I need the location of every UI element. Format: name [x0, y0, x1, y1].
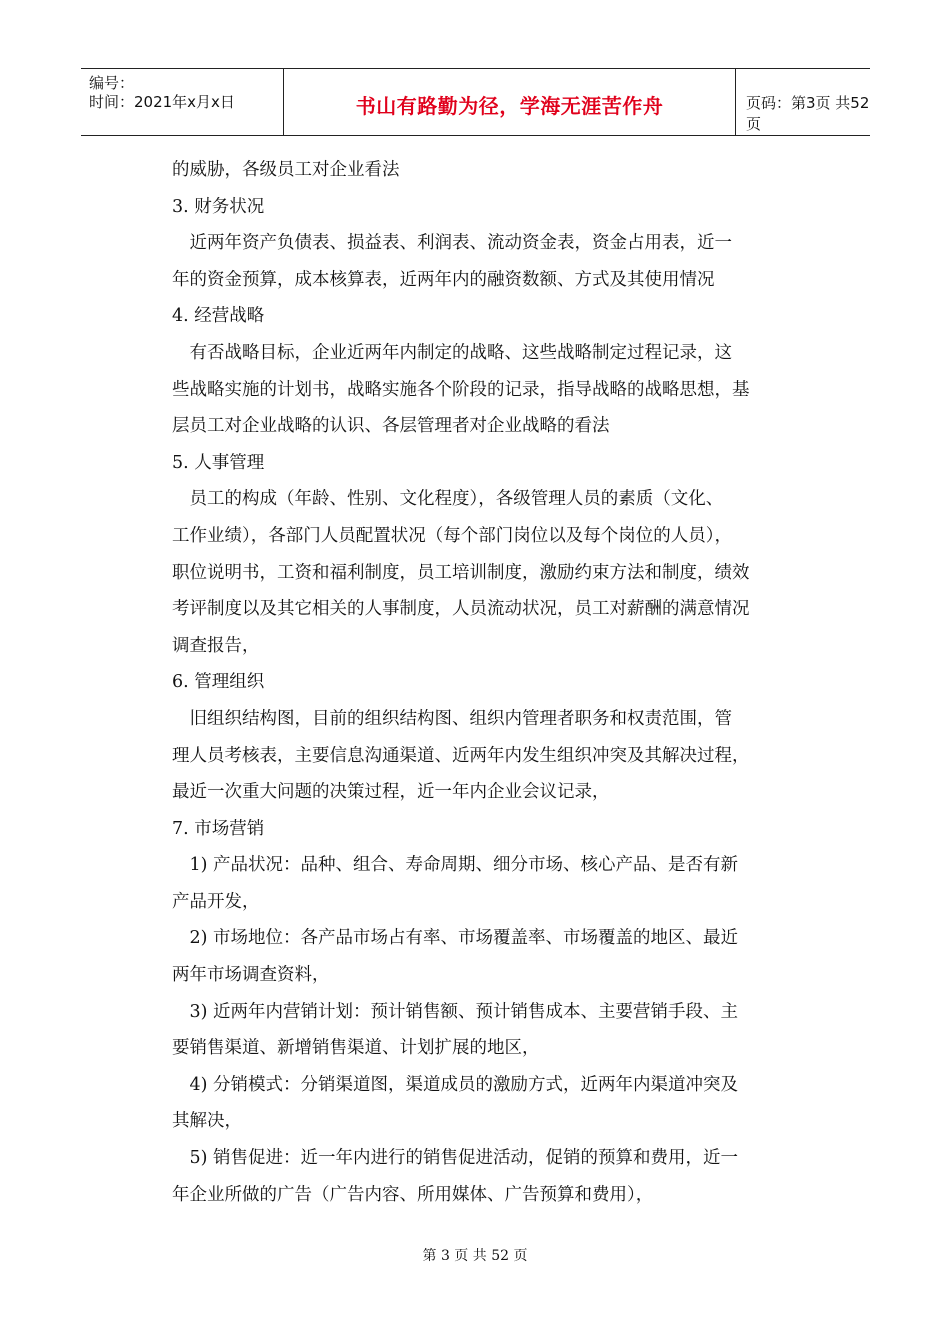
body-line: 些战略实施的计划书，战略实施各个阶段的记录，指导战略的战略思想，基: [172, 379, 750, 400]
body-line: 员工的构成（年龄、性别、文化程度），各级管理人员的素质（文化、: [172, 489, 724, 510]
header-motto: 书山有路勤为径，学海无涯苦作舟: [355, 94, 664, 118]
body-line: 产品开发，: [172, 891, 260, 912]
page-header: [81, 68, 870, 136]
body-line: 考评制度以及其它相关的人事制度，人员流动状况，员工对薪酬的满意情况: [172, 599, 750, 620]
list-item: 2) 市场地位：各产品市场占有率、市场覆盖率、市场覆盖的地区、最近: [172, 928, 739, 949]
header-motto-cell: [284, 69, 736, 135]
body-line: 两年市场调查资料，: [172, 965, 330, 986]
list-item: 4) 分销模式：分销渠道图，渠道成员的激励方式，近两年内渠道冲突及: [172, 1074, 739, 1095]
section-heading: 4. 经营战略: [172, 306, 265, 327]
header-page-cell: [736, 69, 870, 135]
page-footer: 第 3 页 共 52 页: [422, 1248, 528, 1264]
list-item: 1) 产品状况：品种、组合、寿命周期、细分市场、核心产品、是否有新: [172, 855, 739, 876]
body-line: 的威胁，各级员工对企业看法: [172, 160, 400, 180]
body-line: 工作业绩），各部门人员配置状况（每个部门岗位以及每个岗位的人员），: [172, 525, 732, 546]
header-page-info: 页码：第3页 共52页: [746, 94, 870, 133]
section-heading: 3. 财务状况: [172, 196, 265, 217]
document-body: [172, 152, 812, 1213]
document-number-label: 编号：: [89, 74, 135, 92]
body-line: 调查报告，: [172, 635, 260, 656]
body-line: 旧组织结构图，目前的组织结构图、组织内管理者职务和权责范围，管: [172, 708, 732, 729]
document-time-label: 时间：2021年x月x日: [89, 93, 235, 111]
list-item: 3) 近两年内营销计划：预计销售额、预计销售成本、主要营销手段、主: [172, 1001, 739, 1022]
body-line: 层员工对企业战略的认识、各层管理者对企业战略的看法: [172, 416, 610, 437]
body-line: 有否战略目标，企业近两年内制定的战略、这些战略制定过程记录，这: [172, 342, 732, 363]
body-line: 年企业所做的广告（广告内容、所用媒体、广告预算和费用），: [172, 1184, 654, 1205]
body-line: 要销售渠道、新增销售渠道、计划扩展的地区，: [172, 1038, 540, 1059]
body-line: 年的资金预算，成本核算表，近两年内的融资数额、方式及其使用情况: [172, 269, 715, 290]
body-line: 理人员考核表，主要信息沟通渠道、近两年内发生组织冲突及其解决过程，: [172, 745, 750, 766]
list-item: 5) 销售促进：近一年内进行的销售促进活动，促销的预算和费用，近一: [172, 1148, 739, 1169]
section-heading: 5. 人事管理: [172, 452, 265, 473]
body-line: 最近一次重大问题的决策过程，近一年内企业会议记录，: [172, 782, 610, 803]
body-line: 职位说明书，工资和福利制度，员工培训制度，激励约束方法和制度，绩效: [172, 562, 750, 583]
body-line: 近两年资产负债表、损益表、利润表、流动资金表，资金占用表，近一: [172, 233, 732, 254]
body-line: 其解决，: [172, 1111, 242, 1132]
header-info-cell: [81, 69, 284, 135]
section-heading: 7. 市场营销: [172, 818, 265, 839]
section-heading: 6. 管理组织: [172, 672, 265, 693]
